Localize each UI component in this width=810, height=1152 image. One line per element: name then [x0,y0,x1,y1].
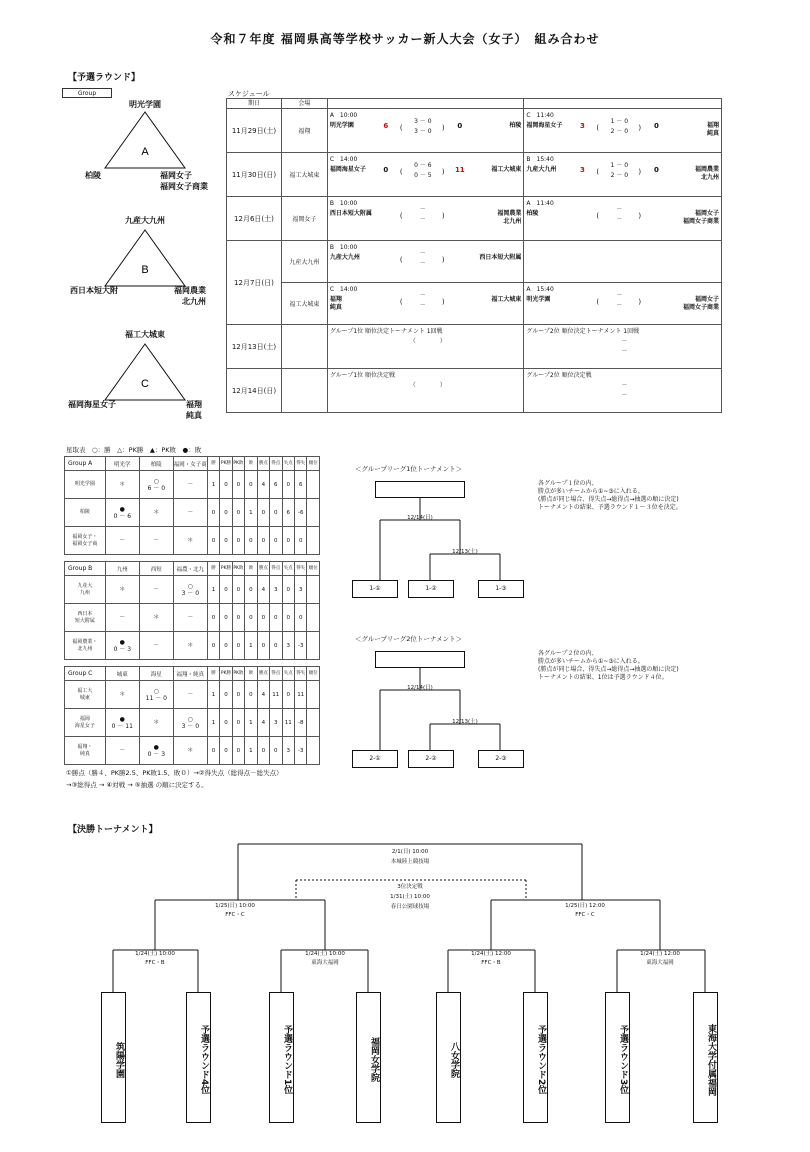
t1-date-semi: 12/13(土) [452,549,478,555]
t1-slot-3: 1-③ [478,580,524,598]
group-b-left: 西日本短大附 [70,286,118,295]
rule-line-2: →③総得点 → ④対戦 → ⑤抽選 の順に決定する。 [66,781,208,789]
final-team-6: 予選ラウンド2位 [523,992,548,1123]
t1-date-final: 12/14(日) [407,515,433,521]
final-team-5: 八女学院 [436,992,461,1123]
qf-4-info: 1/24(土) 12:00 東海大福岡 [640,951,680,966]
schedule-row: 12月6日(土) 福岡女子 B 10:00 西日本短大附属 ( － － ) 福岡農業 北九州 A 11:40 柏陵 ( － － ) 福岡女子 福岡女子商業 [227,197,722,241]
t2-slot-2: 2-② [408,750,454,768]
third-place-venue: 春日公園球技場 [390,904,430,910]
t2-slot-1: 2-① [352,750,398,768]
rule-line-1: ①勝点（勝４、PK勝2.5、PK敗1.5、敗０）→②得失点（総得点－総失点） [66,769,283,777]
final-date: 2/1(日) 10:00 [391,849,429,855]
schedule-table [226,98,722,413]
standings-legend: 星取表 ○：勝 △：PK勝 ▲：PK敗 ●：敗 [66,446,202,454]
final-heading: 【決勝トーナメント】 [68,825,158,835]
t1-heading: ＜グループリーグ1位トーナメント＞ [355,465,463,473]
qf-2-info: 1/24(土) 10:00 東海大福岡 [305,951,345,966]
t1-bracket [360,498,530,582]
group-c-left: 福岡海星女子 [68,400,116,409]
group-b-right: 福岡農業 北九州 [174,286,206,306]
schedule-date: 11月30日(日) [227,153,282,197]
schedule-row: 福工大城東 C 14:00 福翔 純真 ( － － ) 福工大城東 A 15:40 明光学園 ( － － ) 福岡女子 福岡女子商業 [227,283,722,325]
t2-bracket [360,668,530,752]
schedule-date: 11月29日(土) [227,109,282,153]
group-tag: Group [62,88,112,98]
schedule-venue [281,325,327,369]
qf-3-info: 1/24(土) 12:00 FFC・B [471,951,511,966]
final-team-8: 東海大学付属福岡 [693,992,718,1123]
schedule-venue: 福翔 [281,109,327,153]
schedule-date: 12月14日(日) [227,369,282,413]
schedule-row: 11月29日(土) 福翔 A 10:00 明光学園 6 ( 3 － 0 3 － 0 ) 0 柏陵 C 11:40 福岡海星女子 3 ( 1 － 0 2 － 0 ) 0 福翔 純真 [227,109,722,153]
t2-heading: ＜グループリーグ2位トーナメント＞ [355,635,463,643]
schedule-date: 12月7日(日) [227,241,282,325]
schedule-venue [281,369,327,413]
third-place-date: 1/31(土) 10:00 [390,894,430,900]
schedule-date: 12月13日(土) [227,325,282,369]
t2-date-semi: 12/13(土) [452,719,478,725]
final-team-3: 予選ラウンド1位 [269,992,294,1123]
final-team-7: 予選ラウンド3位 [605,992,630,1123]
schedule-label: スケジュール [228,90,270,98]
t2-note: 各グループ２位の内、 勝点が多いチームから①~③に入れる。 (勝点が同じ場合、得失点→総得点→抽選の順に決定) トーナメントの結果、1位は予選ラウンド４位。 [538,650,679,681]
schedule-venue: 福工大城東 [281,283,327,325]
t2-winner-box [375,651,465,668]
schedule-date: 12月6日(土) [227,197,282,241]
t2-slot-3: 2-③ [478,750,524,768]
group-a-letter: A [141,146,149,158]
t1-slot-1: 1-① [352,580,398,598]
schedule-col-date: 期日 [227,99,282,109]
standings-group-table: Group B 九州 西短 福農・北九 勝 PK勝 PK敗 敗 勝点 得点 失点 得失 順位 九産大 九州 ＊ － ○ 3 － 0 1 0 0 0 4 3 0 3 西日本 短大附属 － ＊ － 0 0 0 0 0 0 0 0 福岡農業・ 北九州 ● 0 － 3 － ＊ 0 0 0 1 0 0 3 -3 [64,561,320,660]
schedule-row: 12月14日(日) グループ1位 順位決定戦 （ ） グループ2位 順位決定戦 － － [227,369,722,413]
schedule-row: 11月30日(日) 福工大城東 C 14:00 福岡海星女子 0 ( 0 － 6 0 － 5 ) 11 福工大城東 B 15:40 九産大九州 3 ( 1 － 0 2 － 0 ) 0 福岡農業 北九州 [227,153,722,197]
schedule-col-venue: 会場 [281,99,327,109]
group-a-left: 柏陵 [85,171,101,180]
final-team-4: 福岡女学院 [356,992,381,1123]
standings-group-table: Group C 城東 海星 福翔・純真 勝 PK勝 PK敗 敗 勝点 得点 失点 得失 順位 福工大 城東 ＊ ○ 11 － 0 － 1 0 0 0 4 11 0 11 福岡 海星女子 ● 0 － 11 ＊ ○ 3 － 0 1 0 0 1 4 3 11 -8 福翔・ 純真 － ● 0 － 3 ＊ 0 0 0 1 0 0 3 -3 [64,666,320,765]
semi-right-info: 1/25(日) 12:00 FFC・C [565,903,605,918]
prelim-heading: 【予選ラウンド】 [68,73,141,83]
final-team-2: 予選ラウンド4位 [186,992,211,1123]
group-b-triangle [100,228,190,290]
final-venue: 本城陸上競技場 [390,859,430,865]
group-a-right: 福岡女子 福岡女子商業 [160,171,208,191]
standings-group-table: Group A 明光学 柏陵 福岡・女子商 勝 PK勝 PK敗 敗 勝点 得点 失点 得失 順位 明光学園 ＊ ○ 6 － 0 － 1 0 0 0 4 6 0 6 柏陵 ● 0 － 6 ＊ － 0 0 0 1 0 0 6 -6 福岡女子・ 福岡女子商 － － ＊ 0 0 0 0 0 0 0 0 [64,456,320,555]
semi-left-info: 1/25(日) 10:00 FFC・C [215,903,255,918]
schedule-row: 12月7日(日) 九産大九州 B 10:00 九産大九州 ( － － ) 西日本短大附属 [227,241,722,283]
group-a-triangle [100,110,190,172]
qf-1-info: 1/24(土) 10:00 FFC・B [135,951,175,966]
t1-winner-box [375,481,465,498]
group-b-letter: B [141,264,149,276]
page-title: 令和７年度 福岡県高等学校サッカー新人大会（女子） 組み合わせ [210,32,600,46]
final-team-1: 筑陽学園 [101,992,126,1123]
group-c-triangle [100,342,190,404]
t1-note: 各グループ１位の内、 勝点が多いチームから①~③に入れる。 (勝点が同じ場合、得失点→総得点→抽選の順に決定) トーナメントの結果、予選ラウンド１～３位を決定。 [538,480,682,511]
schedule-venue: 福工大城東 [281,153,327,197]
schedule-venue: 九産大九州 [281,241,327,283]
schedule-row: 12月13日(土) グループ1位 順位決定トーナメント 1回戦 （ ） グループ2位 順位決定トーナメント 1回戦 － － [227,325,722,369]
group-c-right: 福翔 純真 [186,400,202,420]
t1-slot-2: 1-② [408,580,454,598]
group-a-top: 明光学園 [129,100,161,109]
third-place-label: 3位決定戦 [397,884,423,890]
schedule-venue: 福岡女子 [281,197,327,241]
t2-date-final: 12/14(日) [407,685,433,691]
group-c-letter: C [141,378,149,390]
group-c-top: 福工大城東 [125,330,165,339]
group-b-top: 九産大九州 [125,216,165,225]
